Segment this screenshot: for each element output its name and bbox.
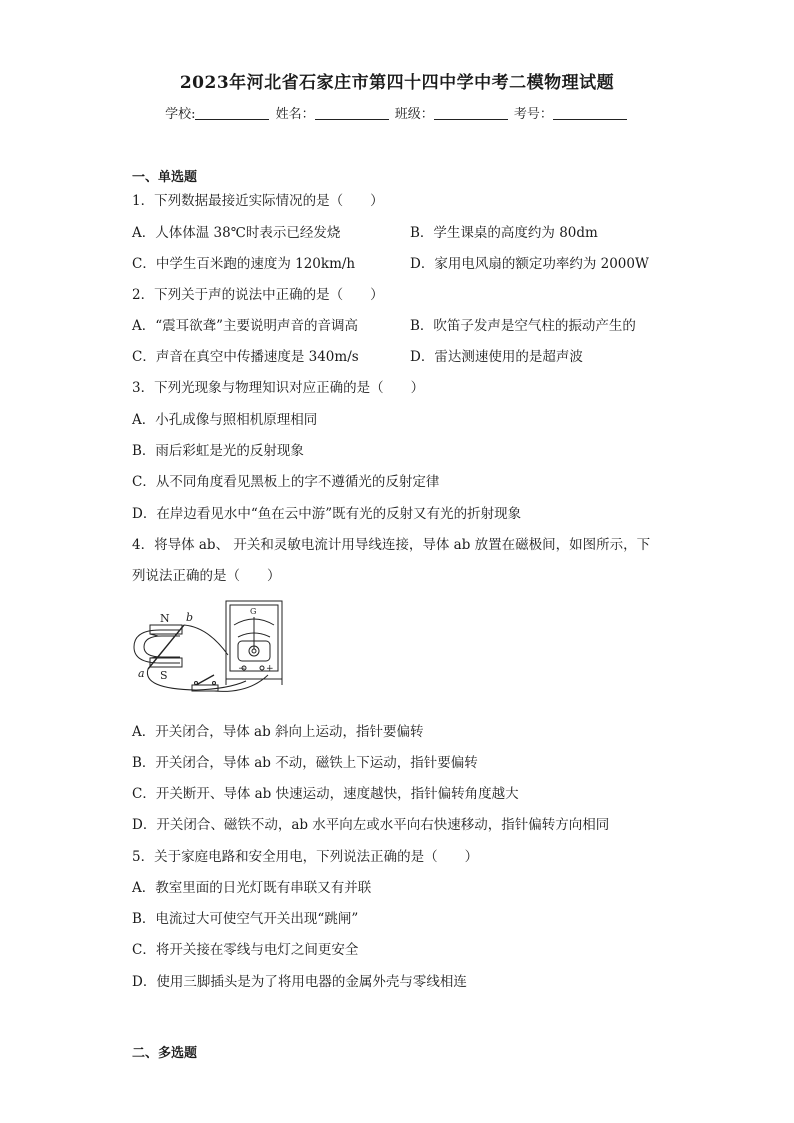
exam-number-blank[interactable] [553, 107, 627, 120]
q4-figure-electromagnetic-induction [128, 597, 288, 697]
galvanometer-minus-label: − [238, 664, 246, 674]
q5-option-a: A．教室里面的日光灯既有串联又有并联 [132, 880, 372, 896]
q3-option-a: A．小孔成像与照相机原理相同 [132, 412, 318, 428]
q3-option-b: B．雨后彩虹是光的反射现象 [132, 443, 304, 459]
q4-stem-line1: 4．将导体 ab、 开关和灵敏电流计用导线连接，导体 ab 放置在磁极间，如图所示，下 [132, 537, 651, 553]
magnet-north-label: N [160, 612, 170, 625]
q3-option-c: C．从不同角度看见黑板上的字不遵循光的反射定律 [132, 474, 440, 490]
q2-option-c: C．声音在真空中传播速度是 340m/s [132, 349, 359, 365]
galvanometer-plus-label: + [266, 664, 274, 674]
conductor-end-b-label: b [186, 611, 194, 624]
name-blank[interactable] [315, 107, 389, 120]
q2-option-b: B．吹笛子发声是空气柱的振动产生的 [410, 318, 636, 334]
q4-option-a: A．开关闭合，导体 ab 斜向上运动，指针要偏转 [132, 724, 424, 740]
exam-number-label: 考号： [513, 107, 553, 122]
q4-option-c: C．开关断开、导体 ab 快速运动，速度越快，指针偏转角度越大 [132, 786, 519, 802]
class-label: 班级： [394, 107, 434, 122]
galvanometer-label: G [250, 607, 257, 616]
q3-stem: 3．下列光现象与物理知识对应正确的是（ ） [132, 380, 425, 396]
q1-stem: 1．下列数据最接近实际情况的是（ ） [132, 193, 384, 209]
section-single-choice: 一、单选题 [132, 170, 198, 185]
student-info-row [0, 103, 794, 122]
name-label: 姓名： [275, 107, 315, 122]
q5-stem: 5．关于家庭电路和安全用电，下列说法正确的是（ ） [132, 849, 479, 865]
school-blank[interactable] [195, 107, 269, 120]
q4-option-b: B．开关闭合，导体 ab 不动，磁铁上下运动，指针要偏转 [132, 755, 478, 771]
magnet-south-label: S [160, 669, 168, 682]
q1-option-c: C．中学生百米跑的速度为 120km/h [132, 256, 356, 272]
q4-option-d: D．开关闭合、磁铁不动，ab 水平向左或水平向右快速移动，指针偏转方向相同 [132, 817, 610, 833]
q2-stem: 2．下列关于声的说法中正确的是（ ） [132, 287, 384, 303]
section-multiple-choice: 二、多选题 [132, 1046, 198, 1061]
school-label: 学校: [165, 107, 196, 122]
q4-stem-line2: 列说法正确的是（ ） [132, 568, 281, 584]
q5-option-d: D．使用三脚插头是为了将用电器的金属外壳与零线相连 [132, 974, 467, 990]
q3-option-d: D．在岸边看见水中“鱼在云中游”既有光的反射又有光的折射现象 [132, 506, 522, 522]
q5-option-c: C．将开关接在零线与电灯之间更安全 [132, 942, 359, 958]
class-blank[interactable] [434, 107, 508, 120]
q1-option-b: B．学生课桌的高度约为 80dm [410, 225, 598, 241]
q1-option-d: D．家用电风扇的额定功率约为 2000W [410, 256, 649, 272]
q2-option-a: A．“震耳欲聋”主要说明声音的音调高 [132, 318, 359, 334]
page-title: 2023年河北省石家庄市第四十四中学中考二模物理试题 [179, 73, 615, 93]
conductor-end-a-label: a [138, 667, 145, 680]
q2-option-d: D．雷达测速使用的是超声波 [410, 349, 583, 365]
q1-option-a: A．人体体温 38℃时表示已经发烧 [132, 225, 341, 241]
q5-option-b: B．电流过大可使空气开关出现“跳闸” [132, 911, 359, 927]
